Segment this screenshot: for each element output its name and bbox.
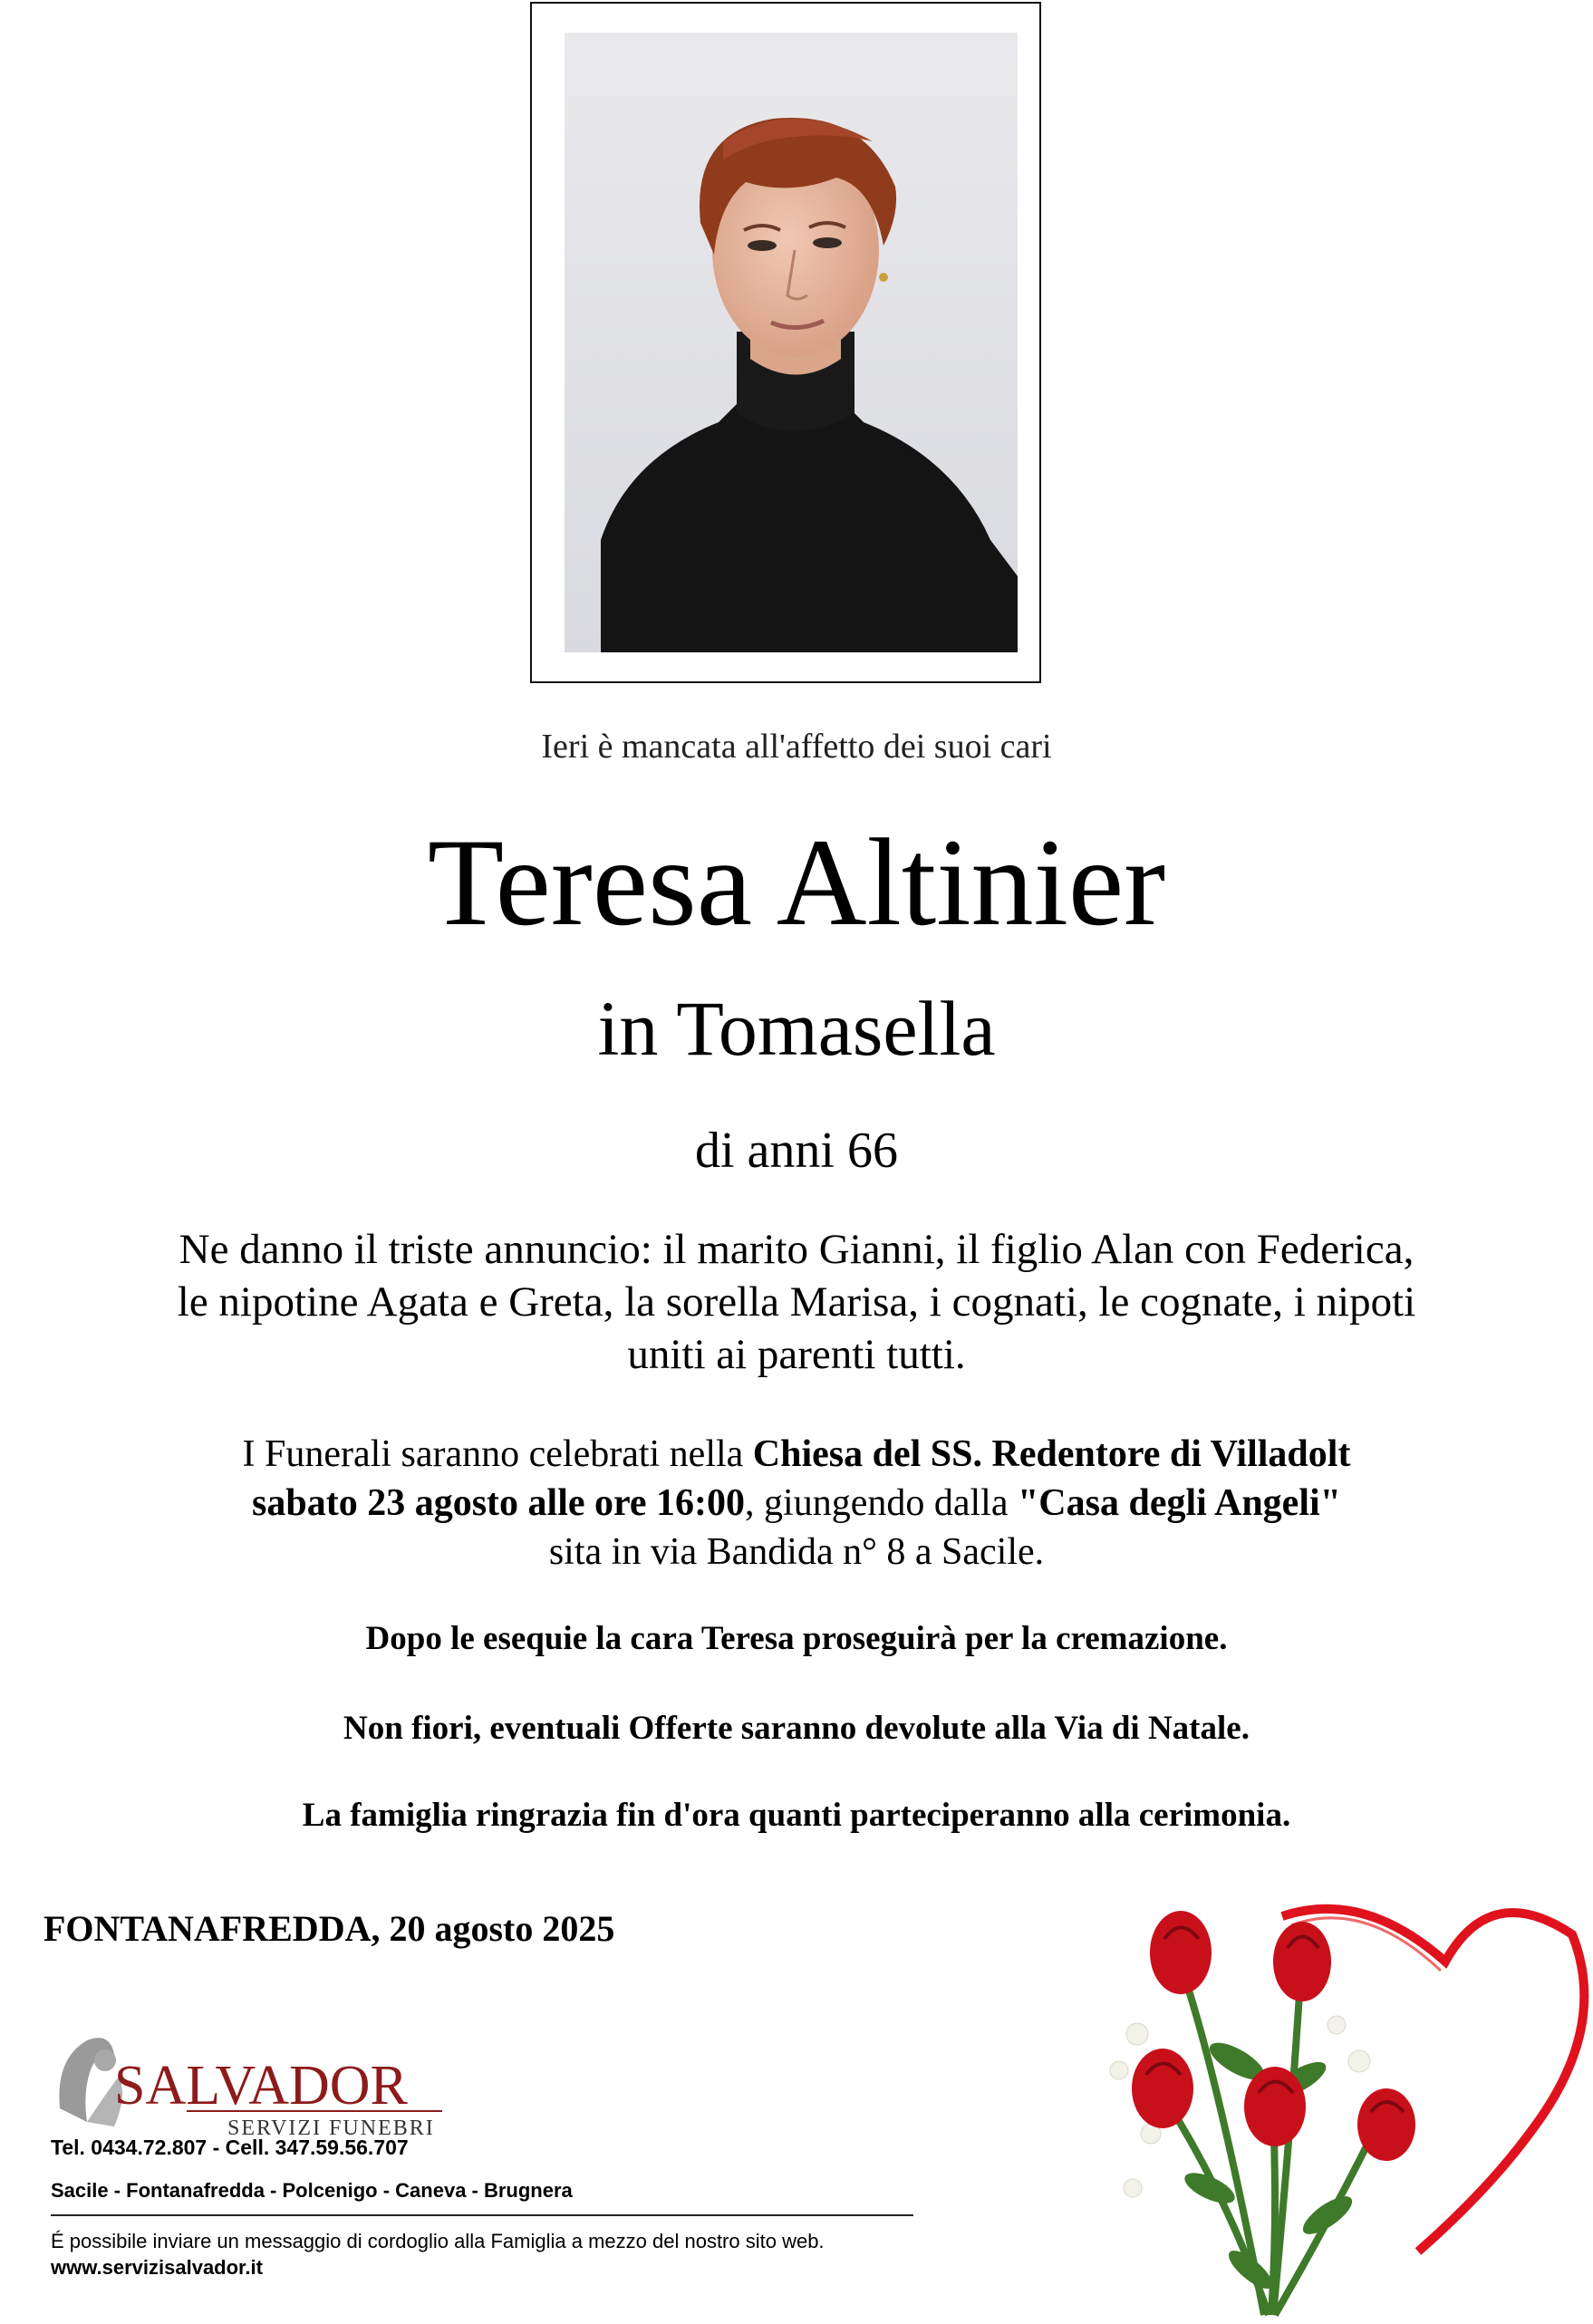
flowers-text: Non fiori, eventuali Offerte saranno devolute alla Via di Natale. (343, 1710, 1250, 1747)
funeral-from: , giungendo dalla (745, 1482, 1018, 1524)
intro-text: Ieri è mancata all'affetto dei suoi cari (541, 728, 1052, 766)
funeral-line-2 (0, 1479, 1593, 1528)
funeral-intro: I Funerali saranno celebrati nella (242, 1433, 753, 1475)
announcement-block (0, 1223, 1593, 1381)
married-name: in Tomasella (597, 985, 996, 1072)
church-name: Chiesa del SS. Redentore di Villadolt (752, 1433, 1351, 1475)
agency-contacts: Tel. 0434.72.807 - Cell. 347.59.56.707 (51, 2136, 409, 2159)
roses-heart-decoration (1065, 1898, 1593, 2319)
announcement-line: le nipotine Agata e Greta, la sorella Marisa, i cognati, le cognate, i nipoti (177, 1278, 1416, 1326)
agency-towns: Sacile - Fontanafredda - Polcenigo - Caneva - Brugnera (51, 2179, 573, 2202)
funeral-datetime: sabato 23 agosto alle ore 16:00 (252, 1482, 746, 1524)
funeral-line-1 (0, 1430, 1593, 1479)
deceased-name: Teresa Altinier (427, 813, 1166, 951)
angel-logo-icon (59, 2038, 122, 2126)
agency-logo-name: SALVADOR (114, 2055, 408, 2117)
agency-logo (51, 2022, 449, 2140)
thanks-text: La famiglia ringrazia fin d'ora quanti parteciperanno alla cerimonia. (302, 1797, 1291, 1834)
agency-website[interactable]: www.servizisalvador.it (51, 2256, 263, 2279)
footer-divider (51, 2214, 913, 2216)
announcement-line: uniti ai parenti tutti. (627, 1331, 966, 1378)
condolence-note: É possibile inviare un messaggio di cordoglio alla Famiglia a mezzo del nostro sito web. (51, 2230, 825, 2252)
portrait-photo (565, 33, 1018, 652)
portrait-frame (530, 2, 1041, 683)
announcement-line: Ne danno il triste annuncio: il marito Gianni, il figlio Alan con Federica, (179, 1226, 1414, 1273)
funeral-block (0, 1430, 1593, 1577)
age-text: di anni 66 (695, 1123, 898, 1179)
departure-place: "Casa degli Angeli" (1017, 1482, 1341, 1524)
funeral-address: sita in via Bandida n° 8 a Sacile. (548, 1531, 1045, 1573)
place-date: FONTANAFREDDA, 20 agosto 2025 (43, 1908, 615, 1949)
cremation-text: Dopo le esequie la cara Teresa proseguirà per la cremazione. (365, 1620, 1228, 1657)
agency-logo-sub: SERVIZI FUNEBRI (227, 2117, 435, 2140)
